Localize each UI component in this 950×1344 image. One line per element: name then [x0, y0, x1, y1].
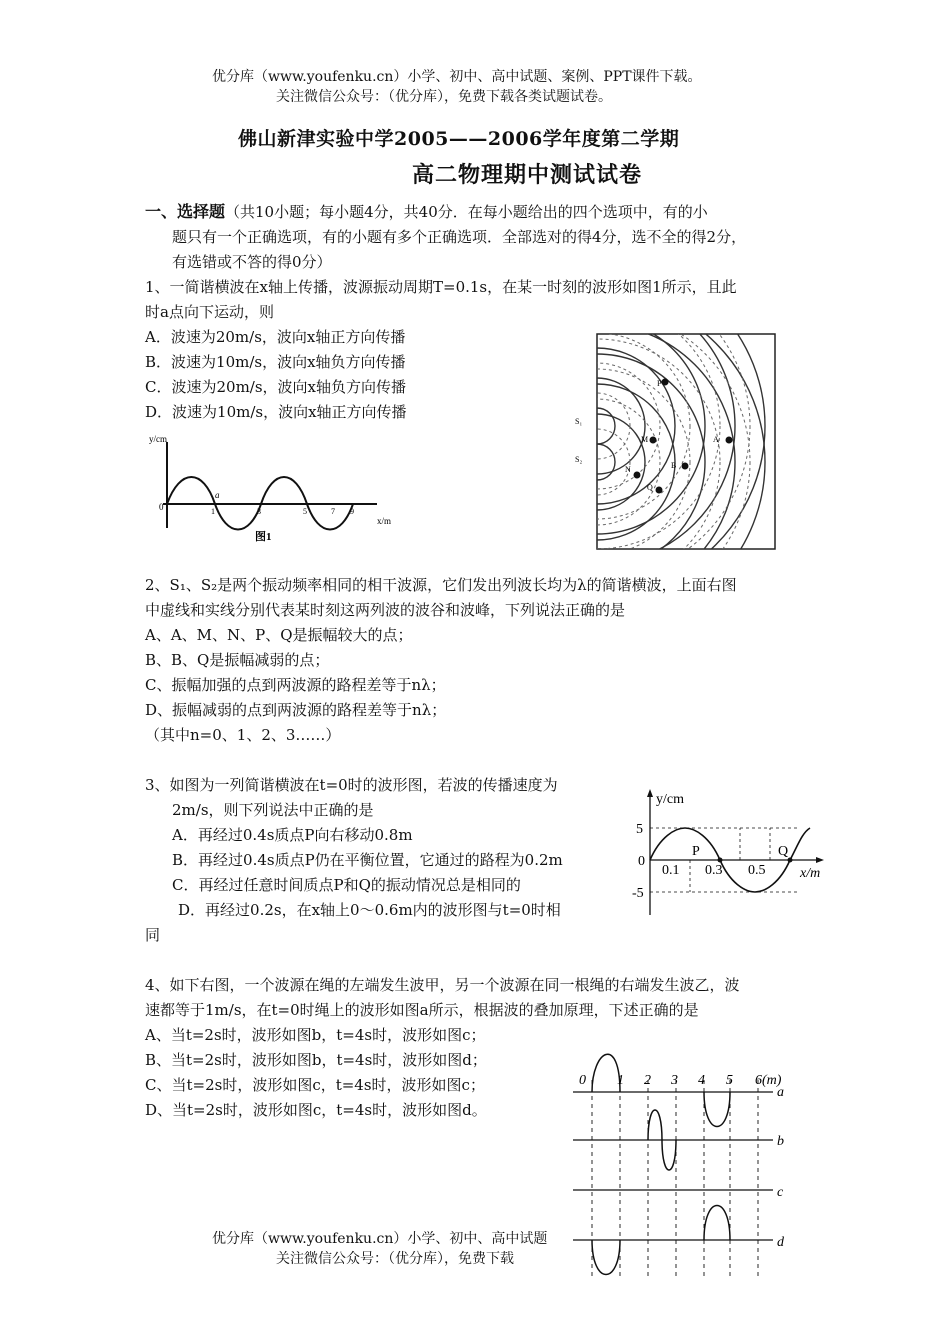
exam-title: 高二物理期中测试试卷: [412, 162, 643, 188]
q3-xtick-01: 0.1: [662, 863, 680, 878]
q3-point-q: Q: [778, 844, 789, 859]
row-label-b: b: [777, 1134, 784, 1149]
q3-ytick-0: 0: [638, 854, 645, 869]
q2-option-b: B、B、Q是振幅减弱的点；: [145, 651, 330, 669]
pulse-a-left: [592, 1054, 620, 1092]
interference-frame: [597, 334, 775, 549]
q3-option-d: D．再经过0.2s，在x轴上0～0.6m内的波形图与t=0时相: [178, 901, 561, 919]
row-label-d: d: [777, 1235, 784, 1250]
fig1-ylabel: y/cm: [149, 434, 167, 444]
fig1-caption: 图1: [255, 531, 272, 543]
point-m-dot: [650, 437, 657, 444]
q4-xtick-2: 2: [644, 1073, 651, 1088]
fig1-origin: 0: [159, 502, 164, 512]
section-heading: 一、选择题: [145, 202, 226, 221]
section-intro-line-3: 有选错或不答的得0分）: [172, 253, 332, 271]
fig1-tick-3: 3: [257, 507, 261, 516]
q4-xtick-4: 4: [698, 1073, 705, 1088]
point-q-dot: [656, 487, 663, 494]
q1-option-b: B．波速为10m/s，波向x轴负方向传播: [145, 353, 406, 371]
header-line-2: 关注微信公众号：（优分库），免费下载各类试题试卷。: [276, 89, 612, 105]
section-intro-line-2: 题只有一个正确选项，有的小题有多个正确选项．全部选对的得4分，选不全的得2分，: [172, 228, 747, 246]
q4-xtick-0: 0: [579, 1073, 586, 1088]
q4-xtick-5: 5: [726, 1073, 733, 1088]
q2-option-d: D、振幅减弱的点到两波源的路程差等于nλ；: [145, 701, 447, 719]
header-line-1: 优分库（www.youfenku.cn）小学、初中、高中试题、案例、PPT课件下载。: [212, 69, 702, 85]
q2-option-c: C、振幅加强的点到两波源的路程差等于nλ；: [145, 676, 446, 694]
figure-1-wave: [145, 428, 405, 558]
q1-option-a: A．波速为20m/s，波向x轴正方向传播: [145, 328, 406, 346]
q4-option-a: A、当t=2s时，波形如图b，t=4s时，波形如图c；: [145, 1026, 486, 1044]
q4-xtick-1: 1: [617, 1073, 624, 1088]
q1-stem-2: 时a点向下运动，则: [145, 303, 274, 321]
label-p: P: [657, 379, 662, 388]
q4-option-c: C、当t=2s时，波形如图c，t=4s时，波形如图c；: [145, 1076, 485, 1094]
q3-stem-1: 3、如图为一列简谐横波在t=0时的波形图，若波的传播速度为: [145, 776, 558, 794]
q4-xtick-6: 6(m): [755, 1073, 782, 1088]
q3-xlabel: x/m: [800, 866, 821, 881]
q4-option-d: D、当t=2s时，波形如图c，t=4s时，波形如图d。: [145, 1101, 487, 1119]
q3-ytick-neg5: -5: [632, 886, 644, 901]
point-p-dot: [662, 379, 669, 386]
section-intro-1: （共10小题；每小题4分，共40分．在每小题给出的四个选项中，有的小: [225, 203, 708, 221]
footer-line-1: 优分库（www.youfenku.cn）小学、初中、高中试题: [212, 1231, 548, 1247]
pulse-d-right: [704, 1206, 730, 1241]
q1-option-c: C．波速为20m/s，波向x轴负方向传播: [145, 378, 406, 396]
fig1-tick-5: 5: [303, 507, 307, 516]
q3-stem-2: 2m/s，则下列说法中正确的是: [172, 801, 374, 819]
interference-figure: [565, 330, 780, 555]
school-title: 佛山新津实验中学2005——2006学年度第二学期: [238, 128, 680, 150]
q3-option-b: B．再经过0.4s质点P仍在平衡位置，它通过的路程为0.2m: [172, 851, 563, 869]
q2-note: （其中n=0、1、2、3……）: [145, 726, 341, 744]
label-n: N: [625, 465, 631, 474]
source-s2: S₂: [575, 455, 583, 464]
section-intro-line-1: [145, 202, 708, 222]
point-b-dot: [682, 463, 689, 470]
q3-xtick-03: 0.3: [705, 863, 723, 878]
q2-option-a: A、A、M、N、P、Q是振幅较大的点；: [145, 626, 413, 644]
label-a: A: [713, 435, 719, 444]
q3-ylabel: y/cm: [656, 792, 684, 807]
label-q: Q: [647, 483, 653, 492]
q1-option-d: D．波速为10m/s，波向x轴正方向传播: [145, 403, 407, 421]
q4-stem-1: 4、如下右图，一个波源在绳的左端发生波甲，另一个波源在同一根绳的右端发生波乙，波: [145, 976, 740, 994]
fig1-tick-1: 1: [211, 507, 215, 516]
q3-option-a: A．再经过0.4s质点P向右移动0.8m: [172, 826, 413, 844]
q2-stem-2: 中虚线和实线分别代表某时刻这两列波的波谷和波峰，下列说法正确的是: [145, 601, 626, 619]
q3-wave-figure: [630, 785, 830, 925]
fig1-tick-9: 9: [350, 507, 354, 516]
fig1-tick-7: 7: [331, 507, 335, 516]
label-b: B: [671, 461, 677, 470]
fig1-point-a: a: [215, 490, 220, 500]
q3-option-d-wrap: 同: [145, 926, 161, 944]
point-n-dot: [634, 472, 641, 479]
q3-option-c: C．再经过任意时间质点P和Q的振动情况总是相同的: [172, 876, 521, 894]
footer-line-2: 关注微信公众号：（优分库），免费下载: [276, 1251, 514, 1267]
q4-option-b: B、当t=2s时，波形如图b，t=4s时，波形如图d；: [145, 1051, 487, 1069]
pulse-a-right: [704, 1092, 730, 1127]
label-m: M: [641, 435, 649, 444]
q4-stem-2: 速都等于1m/s，在t=0时绳上的波形如图a所示，根据波的叠加原理，下述正确的是: [145, 1001, 699, 1019]
source-s1: S₁: [575, 417, 583, 426]
q4-xtick-3: 3: [671, 1073, 678, 1088]
q3-ytick-5: 5: [636, 822, 643, 837]
row-label-a: a: [777, 1085, 784, 1100]
row-label-c: c: [777, 1185, 784, 1200]
fig1-xlabel: x/m: [377, 516, 392, 526]
pulse-d-left: [592, 1240, 620, 1275]
point-a-dot: [726, 437, 733, 444]
q1-stem-1: 1、一简谐横波在x轴上传播，波源振动周期T=0.1s，在某一时刻的波形如图1所示，且此: [145, 278, 737, 296]
q3-xtick-05: 0.5: [748, 863, 766, 878]
q4-rope-figure: [565, 1040, 805, 1280]
q3-point-p: P: [692, 844, 700, 859]
q2-stem-1: 2、S₁、S₂是两个振动频率相同的相干波源，它们发出列波长均为λ的简谐横波，上面右图: [145, 576, 737, 594]
